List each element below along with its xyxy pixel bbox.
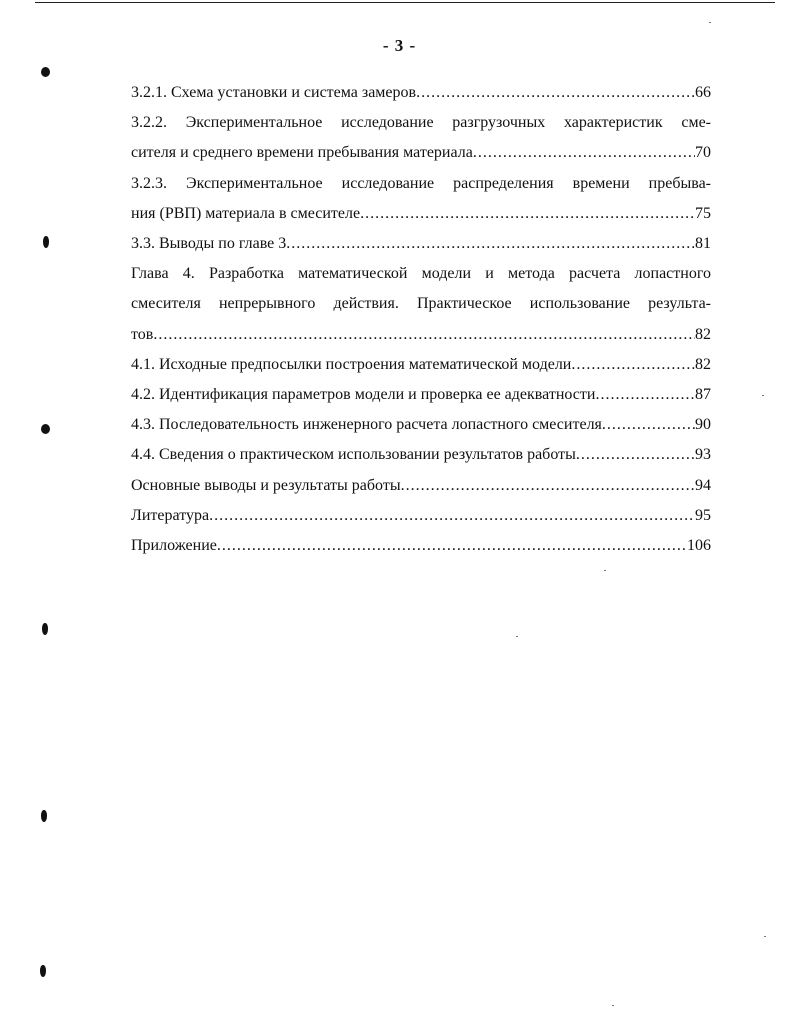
scan-speck xyxy=(764,936,766,937)
toc-entry-page: 95 xyxy=(695,506,711,524)
toc-entry-title: 4.3. Последовательность инженерного расчета лопастного смесителя xyxy=(131,416,602,434)
toc-entry xyxy=(131,471,711,501)
toc-entry-page: 106 xyxy=(687,537,711,555)
toc-entry xyxy=(131,531,711,561)
table-of-contents xyxy=(131,78,711,561)
toc-entry-page: 75 xyxy=(695,204,711,222)
toc-entry-title: 4.4. Сведения о практическом использовании результатов работы xyxy=(131,446,576,464)
binding-hole-mark xyxy=(40,965,46,977)
toc-entry-title: 3.3. Выводы по главе 3 xyxy=(131,235,287,253)
toc-entry xyxy=(131,440,711,470)
toc-entry xyxy=(131,138,711,168)
toc-entry xyxy=(131,320,711,350)
toc-entry xyxy=(131,199,711,229)
toc-entry-page: 94 xyxy=(695,476,711,494)
toc-dot-leader xyxy=(602,410,695,440)
toc-entry-line: 3.2.3. Экспериментальное исследование распределения времени пребыва- xyxy=(131,174,711,192)
binding-hole-mark xyxy=(42,623,48,635)
toc-entry xyxy=(131,78,711,108)
toc-entry-title: 4.2. Идентификация параметров модели и проверка ее адекватности xyxy=(131,386,596,404)
toc-entry-title: Основные выводы и результаты работы xyxy=(131,476,401,494)
toc-entry-line: смесителя непрерывного действия. Практическое использование результа- xyxy=(131,295,711,313)
toc-dot-leader xyxy=(209,501,695,531)
scan-speck xyxy=(516,636,518,637)
toc-entry-page: 82 xyxy=(695,325,711,343)
scan-speck xyxy=(762,395,764,396)
toc-entry-page: 70 xyxy=(695,144,711,162)
scan-speck xyxy=(612,1005,614,1006)
top-rule xyxy=(35,2,775,3)
toc-entry-page: 87 xyxy=(695,386,711,404)
toc-dot-leader xyxy=(473,138,695,168)
toc-dot-leader xyxy=(286,229,695,259)
toc-entry xyxy=(131,380,711,410)
toc-entry xyxy=(131,229,711,259)
toc-dot-leader xyxy=(576,440,695,470)
toc-dot-leader xyxy=(571,350,695,380)
toc-entry-page: 93 xyxy=(695,446,711,464)
toc-entry-title: ния (РВП) материала в смесителе xyxy=(131,204,361,222)
toc-entry-page: 90 xyxy=(695,416,711,434)
binding-hole-mark xyxy=(41,67,50,77)
binding-hole-mark xyxy=(41,424,50,434)
toc-entry-title: 3.2.1. Схема установки и система замеров xyxy=(131,84,417,101)
toc-entry xyxy=(131,501,711,531)
scan-speck xyxy=(604,570,606,571)
toc-entry-title: 4.1. Исходные предпосылки построения математической модели xyxy=(131,355,572,373)
toc-dot-leader xyxy=(360,199,695,229)
toc-entry-page: 81 xyxy=(695,235,711,253)
toc-dot-leader xyxy=(153,320,695,350)
toc-entry-title: Литература xyxy=(131,506,210,524)
toc-entry xyxy=(131,410,711,440)
toc-dot-leader xyxy=(416,78,695,108)
binding-hole-mark xyxy=(41,810,47,822)
toc-dot-leader xyxy=(401,471,695,501)
binding-hole-mark xyxy=(43,236,49,248)
toc-entry-line: 3.2.2. Экспериментальное исследование разгрузочных характеристик сме- xyxy=(131,114,711,132)
toc-entry-page: 82 xyxy=(695,355,711,373)
toc-entry-title: сителя и среднего времени пребывания материала xyxy=(131,144,473,162)
toc-entry-title: Приложение xyxy=(131,537,217,555)
toc-entry-page: 66 xyxy=(695,84,711,101)
page-number: - 3 - xyxy=(382,36,417,55)
toc-dot-leader xyxy=(595,380,695,410)
toc-entry-title: тов xyxy=(131,325,154,343)
toc-entry xyxy=(131,350,711,380)
toc-dot-leader xyxy=(217,531,687,561)
toc-entry-line: Глава 4. Разработка математической модели и метода расчета лопастного xyxy=(131,265,711,283)
scan-speck xyxy=(709,22,711,23)
